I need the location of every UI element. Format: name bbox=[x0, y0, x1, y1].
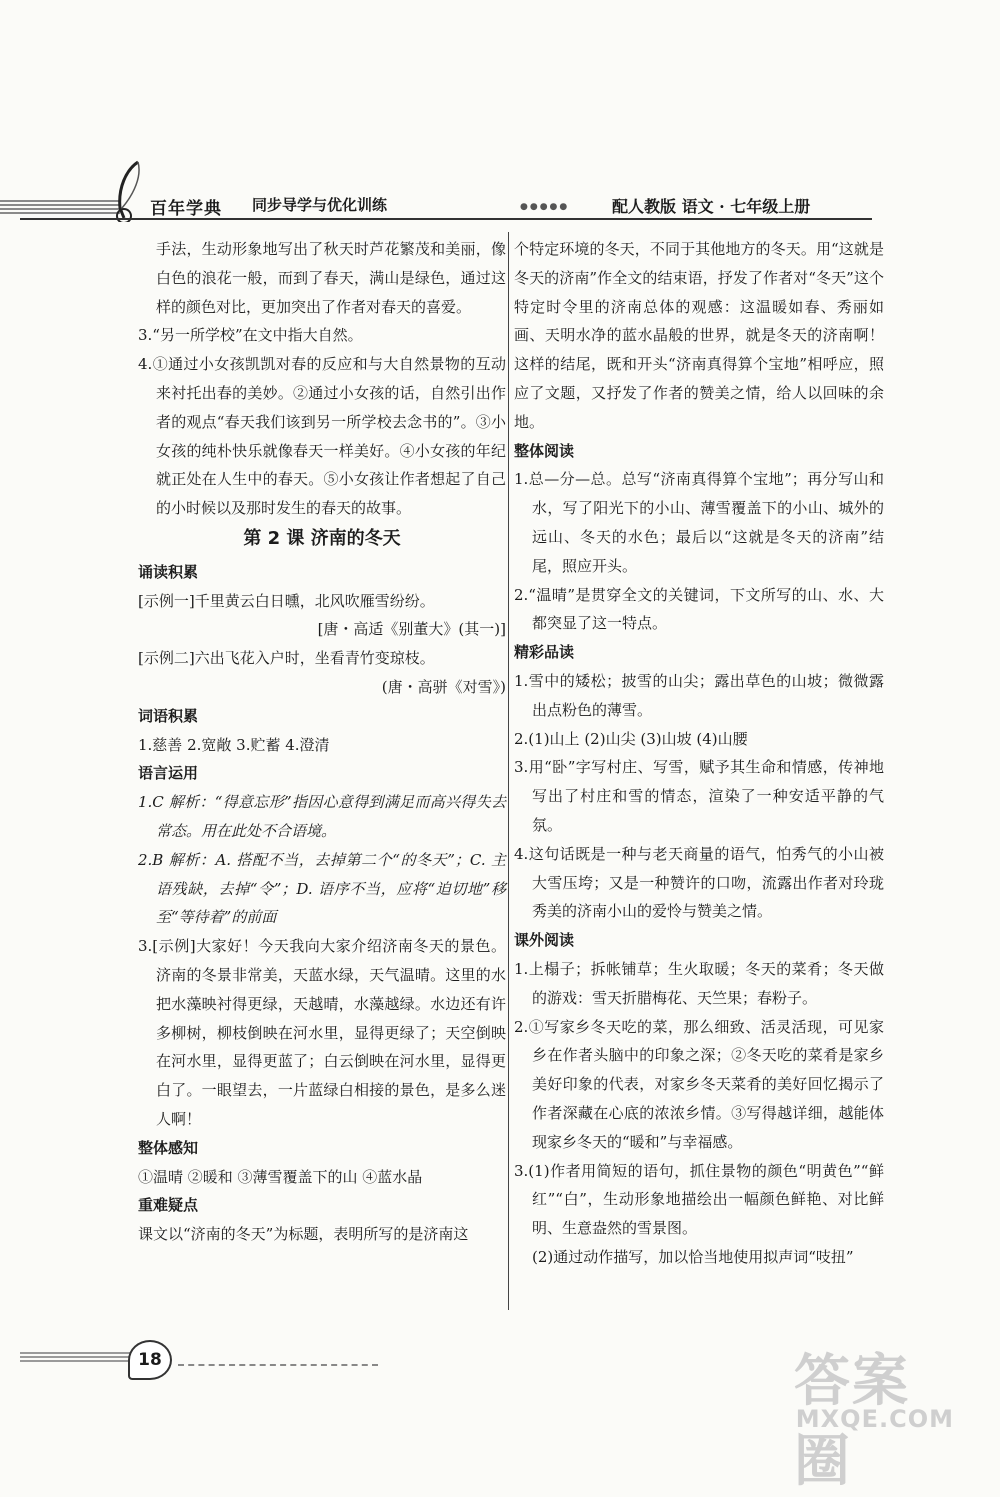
answer-item: 3.“另一所学校”在文中指大自然。 bbox=[138, 326, 363, 345]
section-heading: 诵读积累 bbox=[138, 562, 199, 581]
section-heading: 课外阅读 bbox=[514, 931, 575, 950]
answer-item: 3.[示例]大家好！今天我向大家介绍济南冬天的景色。济南的冬景非常美，天蓝水绿，天气温晴。这里的水把水藻映衬得更绿，天越晴，水藻越绿。水边还有许多柳树，柳枝倒映在河水里，显得更绿了；天空倒映在河水里，显得更蓝了；白云倒映在河水里，显得更白了。一眼望去，一片蓝绿白相接的景色，是多么迷人啊！ bbox=[138, 937, 506, 1128]
citation: [唐・高适《别董大》(其一)] bbox=[317, 620, 506, 639]
series-subtitle: 同步导学与优化训练 bbox=[252, 196, 388, 214]
paragraph: 手法，生动形象地写出了秋天时芦花繁茂和美丽，像白色的浪花一般，而到了春天，满山是绿色，通过这样的颜色对比，更加突出了作者对春天的喜爱。 bbox=[156, 240, 506, 316]
section-heading: 精彩品读 bbox=[514, 643, 575, 662]
section-heading: 整体阅读 bbox=[514, 441, 575, 460]
answer-item: 2.(1)山上 (2)山尖 (3)山坡 (4)山腰 bbox=[514, 729, 748, 748]
left-column bbox=[138, 235, 506, 1249]
watermark-logo bbox=[794, 1333, 964, 1494]
section-heading: 整体感知 bbox=[138, 1138, 199, 1157]
answer-item: 2.“温晴”是贯穿全文的关键词，下文所写的山、水、大都突显了这一特点。 bbox=[514, 585, 884, 633]
watermark-text: 答案圈 bbox=[794, 1349, 910, 1494]
answer-item: 2.B 解析：A. 搭配不当，去掉第二个“的冬天”；C. 主语残缺，去掉“令”；D. 语序不当，应将“迫切地”移至“等待着”的前面 bbox=[138, 850, 506, 927]
header-stripes bbox=[0, 200, 120, 214]
answer-item: 3.(1)作者用简短的语句，抓住景物的颜色“明黄色”“鲜红”“白”，生动形象地描绘出一幅颜色鲜艳、对比鲜明、生意盎然的雪景图。 bbox=[514, 1161, 884, 1238]
header-dots: ●●●●● bbox=[520, 202, 570, 212]
answer-item: 1.上榻子；拆帐铺草；生火取暖；冬天的菜肴；冬天做的游戏：雪天折腊梅花、天竺果；春粉子。 bbox=[514, 959, 884, 1007]
answer-item: 4.这句话既是一种与老天商量的语气，怕秀气的小山被大雪压垮；又是一种赞许的口吻，流露出作者对玲珑秀美的济南小山的爱怜与赞美之情。 bbox=[514, 844, 884, 921]
section-heading: 词语积累 bbox=[138, 706, 199, 725]
right-column bbox=[514, 235, 884, 1272]
column-divider bbox=[508, 232, 509, 1310]
header-rule bbox=[20, 218, 872, 220]
answer-item: 4.①通过小女孩凯凯对春的反应和与大自然景物的互动来衬托出春的美妙。②通过小女孩的话，自然引出作者的观点“春天我们该到另一所学校去念书的”。③小女孩的纯朴快乐就像春天一样美好。④小女孩的年纪就正处在人生中的春天。⑤小女孩让作者想起了自己的小时候以及那时发生的春天的故事。 bbox=[138, 355, 506, 518]
lesson-title: 第 2 课 济南的冬天 bbox=[243, 527, 401, 549]
paragraph: 课文以“济南的冬天”为标题，表明所写的是济南这 bbox=[138, 1225, 469, 1244]
answer-item: 1.慈善 2.宽敞 3.贮蓄 4.澄清 bbox=[138, 735, 330, 754]
answer-item: 1.总—分—总。总写“济南真得算个宝地”；再分写山和水，写了阳光下的小山、薄雪覆盖下的小山、城外的远山、冬天的水色；最后以“这就是冬天的济南”结尾，照应开头。 bbox=[514, 470, 884, 575]
answer-item: (2)通过动作描写，加以恰当地使用拟声词“吱扭” bbox=[532, 1247, 854, 1266]
footer-stripes bbox=[20, 1352, 130, 1364]
answer-item: 2.①写家乡冬天吃的菜，那么细致、活灵活现，可见家乡在作者头脑中的印象之深；②冬天吃的菜肴是家乡美好印象的代表，对家乡冬天菜肴的美好回忆揭示了作者深藏在心底的浓浓乡情。③写得越详细，越能体现家乡冬天的“暖和”与幸福感。 bbox=[514, 1017, 884, 1151]
page-number: 18 bbox=[128, 1340, 172, 1380]
brand-title: 百年学典 bbox=[150, 199, 222, 219]
example-line: [示例一]千里黄云白日曛，北风吹雁雪纷纷。 bbox=[138, 591, 435, 610]
answer-item: 3.用“卧”字写村庄、写雪，赋予其生命和情感，传神地写出了村庄和雪的情态，渲染了一种安适平静的气氛。 bbox=[514, 758, 884, 834]
section-heading: 重难疑点 bbox=[138, 1196, 199, 1215]
example-line: [示例二]六出飞花入户时，坐看青竹变琼枝。 bbox=[138, 649, 435, 668]
watermark-url: MXQE.COM bbox=[795, 1405, 954, 1433]
paragraph: 个特定环境的冬天，不同于其他地方的冬天。用“这就是冬天的济南”作全文的结束语，抒发了作者对“冬天”这个特定时令里的济南总体的观感：这温暖如春、秀丽如画、天明水净的蓝水晶般的世界，就是冬天的济南啊！这样的结尾，既和开头“济南真得算个宝地”相呼应，照应了文题，又抒发了作者的赞美之情，给人以回味的余地。 bbox=[514, 240, 884, 431]
answer-item: 1.C 解析：“得意忘形”指因心意得到满足而高兴得失去常态。用在此处不合语境。 bbox=[138, 793, 506, 840]
answer-item: 1.雪中的矮松；披雪的山尖；露出草色的山坡；微微露出点粉色的薄雪。 bbox=[514, 671, 884, 719]
citation: (唐・高骈《对雪》) bbox=[381, 677, 506, 696]
edition-label: 配人教版 语文 · 七年级上册 bbox=[612, 197, 811, 216]
footer-dashed-rule bbox=[178, 1364, 378, 1366]
answer-item: ①温晴 ②暖和 ③薄雪覆盖下的山 ④蓝水晶 bbox=[138, 1167, 423, 1186]
page-header bbox=[0, 160, 1000, 230]
section-heading: 语言运用 bbox=[138, 764, 199, 783]
quill-icon bbox=[108, 160, 148, 222]
